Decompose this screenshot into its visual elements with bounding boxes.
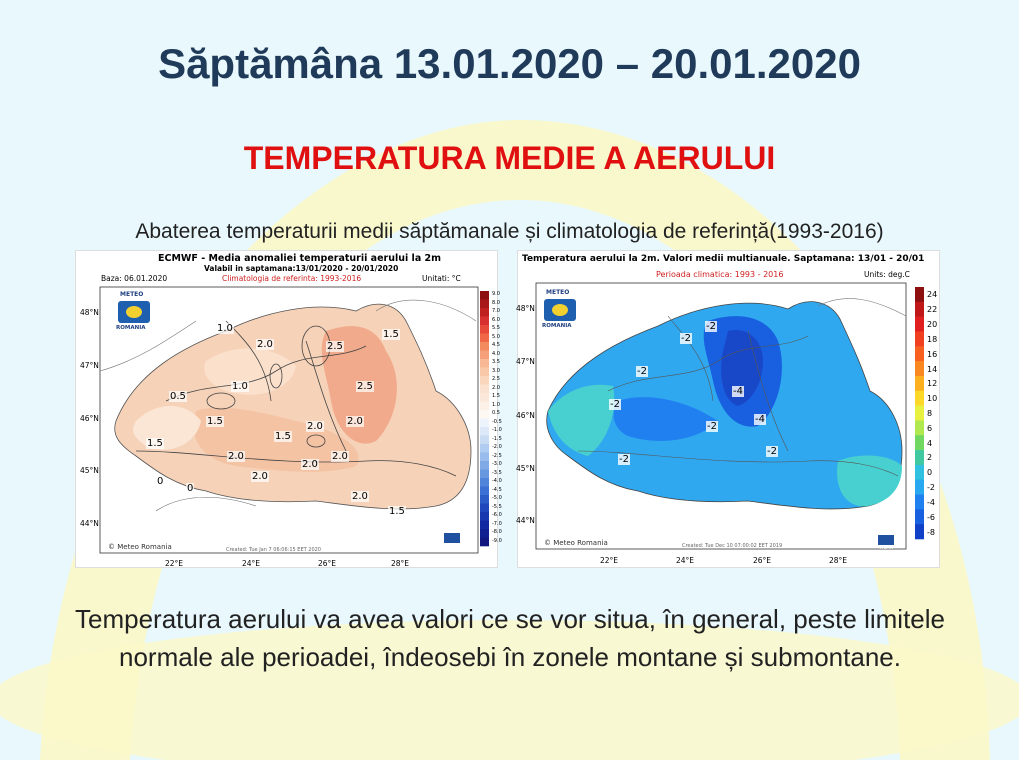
latitude-label: 46°N: [80, 414, 99, 423]
legend-label: 4: [927, 438, 933, 448]
contour-label: 1.5: [147, 438, 163, 449]
legend-label: 6.0: [492, 316, 500, 323]
legend-swatch: [915, 524, 924, 539]
legend-swatch: [480, 453, 489, 462]
legend-label: 2: [927, 453, 933, 463]
legend-label: 9.0: [492, 291, 500, 298]
legend-swatch: [915, 346, 924, 361]
anomaly-map-credit: © Meteo Romania: [108, 543, 172, 551]
latitude-label: 46°N: [516, 411, 535, 420]
contour-label: 2.5: [327, 341, 343, 352]
legend-label: 22: [927, 305, 938, 315]
legend-swatch: [915, 331, 924, 346]
contour-label: -2: [637, 366, 647, 377]
forecast-description: Temperatura aerului va avea valori ce se vor situa, în general, peste limitele normale ale perioadei, îndeosebi în zonele montane și submontane.: [75, 604, 945, 672]
legend-label: 1.0: [492, 401, 500, 408]
legend-label: 4.5: [492, 342, 500, 349]
legend-swatch: [480, 487, 489, 496]
contour-label: 1.5: [207, 416, 223, 427]
longitude-label: 24°E: [242, 559, 261, 568]
legend-label: 2.0: [492, 384, 500, 391]
legend-swatch: [915, 420, 924, 435]
legend-label: 8.0: [492, 299, 500, 306]
latitude-label: 45°N: [80, 466, 99, 475]
anomaly-map-graphic: [76, 251, 499, 569]
legend-swatch: [480, 300, 489, 309]
contour-label: -2: [707, 421, 717, 432]
legend-label: 1.5: [492, 393, 500, 400]
longitude-label: 24°E: [676, 556, 695, 565]
legend-swatch: [915, 480, 924, 495]
legend-swatch: [480, 359, 489, 368]
legend-label: -4.5: [492, 486, 502, 493]
legend-label: 10: [927, 394, 938, 404]
contour-label: 1.5: [383, 329, 399, 340]
longitude-label: 22°E: [600, 556, 619, 565]
contour-label: 2.0: [228, 451, 244, 462]
legend-swatch: [480, 291, 489, 300]
climatology-legend: [915, 287, 924, 539]
legend-swatch: [480, 512, 489, 521]
anomaly-map-title: ECMWF - Media anomaliei temperaturii aerului la 2m: [158, 253, 442, 264]
legend-label: 5.0: [492, 333, 500, 340]
legend-label: -6.0: [492, 512, 502, 519]
legend-label: 2.5: [492, 376, 500, 383]
logo-text-top-2: METEO: [546, 289, 570, 296]
legend-swatch: [915, 317, 924, 332]
legend-label: 24: [927, 290, 938, 300]
latitude-label: 44°N: [516, 516, 535, 525]
legend-label: 7.0: [492, 308, 500, 315]
legend-swatch: [480, 436, 489, 445]
legend-swatch: [480, 351, 489, 360]
legend-swatch: [480, 368, 489, 377]
legend-swatch: [915, 406, 924, 421]
anomaly-map-base: Baza: 06.01.2020: [101, 274, 168, 283]
legend-swatch: [915, 391, 924, 406]
legend-swatch: [480, 308, 489, 317]
legend-swatch: [480, 538, 489, 547]
legend-swatch: [480, 470, 489, 479]
legend-swatch: [915, 495, 924, 510]
contour-label: 0: [187, 483, 194, 494]
legend-swatch: [480, 521, 489, 530]
legend-swatch: [480, 444, 489, 453]
legend-label: 0.5: [492, 410, 500, 417]
contour-label: -2: [610, 399, 620, 410]
contour-label: 0: [157, 476, 164, 487]
legend-label: -4: [927, 497, 935, 507]
legend-swatch: [480, 402, 489, 411]
legend-swatch: [915, 302, 924, 317]
legend-swatch: [480, 461, 489, 470]
legend-swatch: [915, 287, 924, 302]
legend-swatch: [480, 427, 489, 436]
contour-label: 2.0: [307, 421, 323, 432]
legend-label: 6: [927, 423, 933, 433]
climatology-map-units: Units: deg.C: [864, 270, 910, 279]
legend-label: -2.5: [492, 452, 502, 459]
legend-swatch: [480, 325, 489, 334]
page-title: Săptămâna 13.01.2020 – 20.01.2020: [158, 40, 861, 87]
contour-label: 1.5: [275, 431, 291, 442]
anomaly-map-created: Created: Tue Jan 7 06:06:15 EET 2020: [226, 547, 321, 553]
legend-swatch: [480, 385, 489, 394]
logo-text-top: METEO: [120, 291, 144, 298]
legend-label: 16: [927, 349, 938, 359]
legend-swatch: [480, 504, 489, 513]
legend-swatch: [480, 342, 489, 351]
longitude-label: 22°E: [165, 559, 184, 568]
anomaly-map: [75, 250, 502, 568]
contour-label: -2: [619, 454, 629, 465]
anomaly-map-ncar: NCAR: [446, 544, 459, 549]
legend-label: -3.0: [492, 461, 502, 468]
legend-label: -4.0: [492, 478, 502, 485]
contour-label: 2.0: [352, 491, 368, 502]
longitude-label: 26°E: [753, 556, 772, 565]
anomaly-map-valid: Valabil in saptamana:13/01/2020 - 20/01/2020: [204, 264, 399, 273]
climatology-map-title: Temperatura aerului la 2m. Valori medii multianuale. Saptamana: 13/01 - 20/01: [522, 254, 925, 264]
legend-label: 3.0: [492, 367, 500, 374]
maps-caption: Abaterea temperaturii medii săptămanale și climatologia de referință(1993-2016): [135, 220, 884, 243]
legend-label: 4.0: [492, 350, 500, 357]
legend-label: 18: [927, 334, 938, 344]
legend-label: -8.0: [492, 529, 502, 536]
legend-label: -1.0: [492, 427, 502, 434]
latitude-label: 47°N: [80, 361, 99, 370]
legend-label: 0: [927, 468, 933, 478]
ncar-logo-icon-2: [878, 535, 894, 545]
legend-swatch: [915, 435, 924, 450]
legend-label: -5.0: [492, 495, 502, 502]
legend-swatch: [480, 495, 489, 504]
legend-label: 3.5: [492, 359, 500, 366]
legend-swatch: [480, 410, 489, 419]
contour-label: -2: [681, 333, 691, 344]
section-heading: TEMPERATURA MEDIE A AERULUI: [243, 140, 776, 176]
anomaly-legend: [480, 291, 489, 546]
legend-swatch: [480, 334, 489, 343]
legend-swatch: [915, 465, 924, 480]
contour-label: -4: [755, 414, 765, 425]
contour-label: -2: [706, 321, 716, 332]
legend-swatch: [480, 419, 489, 428]
contour-label: 2.5: [357, 381, 373, 392]
legend-label: -8: [927, 527, 935, 537]
logo-text-bottom-2: ROMANIA: [542, 323, 572, 329]
contour-label: 2.0: [257, 339, 273, 350]
contour-label: 2.0: [302, 459, 318, 470]
legend-swatch: [915, 376, 924, 391]
legend-swatch: [480, 478, 489, 487]
climatology-map-created: Created: Tue Dec 10 07:00:02 EET 2019: [682, 543, 783, 549]
contour-label: 1.5: [389, 506, 405, 517]
contour-label: -4: [733, 386, 743, 397]
contour-label: 1.0: [232, 381, 248, 392]
contour-label: -2: [767, 446, 777, 457]
contour-label: 1.0: [217, 323, 233, 334]
contour-label: 2.0: [252, 471, 268, 482]
longitude-label: 28°E: [391, 559, 410, 568]
legend-label: -1.5: [492, 435, 502, 442]
climatology-map-graphic: [518, 251, 941, 569]
legend-label: -3.5: [492, 469, 502, 476]
anomaly-map-units: Unitati: °C: [422, 274, 461, 283]
latitude-label: 48°N: [516, 304, 535, 313]
legend-swatch: [915, 450, 924, 465]
legend-label: 20: [927, 320, 938, 330]
legend-label: 5.5: [492, 325, 500, 332]
legend-label: -0.5: [492, 418, 502, 425]
legend-label: 12: [927, 379, 938, 389]
climatology-map-ncar: NCAR: [880, 546, 893, 551]
legend-label: -2.0: [492, 444, 502, 451]
latitude-label: 45°N: [516, 464, 535, 473]
latitude-label: 48°N: [80, 308, 99, 317]
climatology-map: [517, 250, 940, 568]
longitude-label: 26°E: [318, 559, 337, 568]
climatology-map-period: Perioada climatica: 1993 - 2016: [656, 270, 784, 279]
ncar-logo-icon: [444, 533, 460, 543]
legend-label: -7.0: [492, 520, 502, 527]
legend-label: -6: [927, 512, 935, 522]
legend-label: -2: [927, 483, 935, 493]
legend-swatch: [480, 376, 489, 385]
legend-label: 8: [927, 409, 933, 418]
contour-label: 2.0: [332, 451, 348, 462]
legend-label: -5.5: [492, 503, 502, 510]
legend-label: -9.0: [492, 537, 502, 544]
latitude-label: 47°N: [516, 357, 535, 366]
legend-label: 14: [927, 364, 938, 374]
longitude-label: 28°E: [829, 556, 848, 565]
legend-swatch: [480, 393, 489, 402]
contour-label: 0.5: [170, 391, 186, 402]
climatology-map-credit: © Meteo Romania: [544, 539, 608, 547]
logo-text-bottom: ROMANIA: [116, 325, 146, 331]
latitude-label: 44°N: [80, 519, 99, 528]
legend-swatch: [915, 509, 924, 524]
legend-swatch: [915, 361, 924, 376]
legend-swatch: [480, 529, 489, 538]
anomaly-map-climatology: Climatologia de referinta: 1993-2016: [222, 274, 362, 283]
contour-label: 2.0: [347, 416, 363, 427]
legend-swatch: [480, 317, 489, 326]
